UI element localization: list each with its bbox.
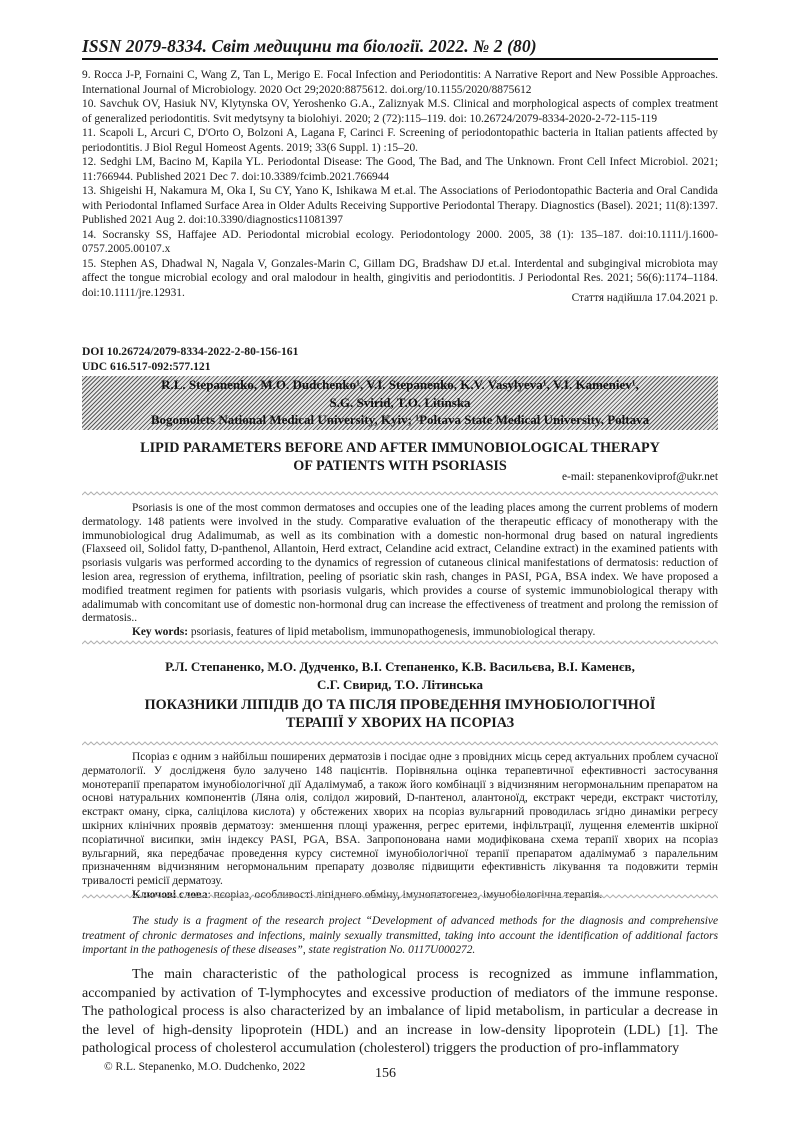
reference-item: 10. Savchuk OV, Hasiuk NV, Klytynska OV, Yeroshenko G.A., Zaliznyak M.S. Clinical and morphological aspects of complex treatment of generalized periodontitis. Svit medytsyny ta biolohiyi. 2020; 2 (72):115–119. doi: 10.26724/2079-8334-2020-2-72-115-119 xyxy=(82,98,718,125)
wavy-divider xyxy=(82,640,718,646)
keywords-en-values: psoriasis, features of lipid metabolism, immunopathogenesis, immunobiological therapy. xyxy=(188,626,596,639)
reference-item: 14. Socransky SS, Haffajee AD. Periodontal microbial ecology. Periodontology 2000. 2005, 38 (1): 135–187. doi:10.1111/j.1600-0757.2005.00107.x xyxy=(82,228,718,255)
authors-ua-line2: С.Г. Свирид, Т.О. Літинська xyxy=(317,677,483,692)
funding-text: The study is a fragment of the research project “Development of advanced methods for the diagnosis and comprehensive treatment of chronic dermatoses and infections, mainly sexually transmitted, taking into account the identification of additional factors important in the pathogenesis of these diseases”, state registration No. 0117U000272. xyxy=(82,915,718,956)
article-title-ua xyxy=(82,697,718,732)
title-ua-line1: ПОКАЗНИКИ ЛІПІДІВ ДО ТА ПІСЛЯ ПРОВЕДЕННЯ ІМУНОБІОЛОГІЧНОЇ xyxy=(144,697,656,713)
contact-email: e-mail: stepanenkoviprof@ukr.net xyxy=(562,471,718,483)
wavy-divider xyxy=(82,741,718,747)
reference-item: 12. Sedghi LM, Bacino M, Kapila YL. Periodontal Disease: The Good, The Bad, and The Unknown. Front Cell Infect Microbiol. 2021; 11:766944. Published 2021 Dec 7. doi:10.3389/fcimb.2021.766944 xyxy=(82,156,718,183)
body-paragraph: The main characteristic of the pathological process is recognized as immune inflammation, accompanied by activation of T-lymphocytes and excessive production of mediators of the immune response. The pathological process is also characterized by an imbalance of lipid metabolism, in particular a decrease in the level of high-density lipoprotein (HDL) and an increase in low-density lipoprotein (LDL) [1]. The pathological process of cholesterol accumulation (cholesterol) triggers the production of pro-inflammatory xyxy=(82,967,718,1056)
article-identifiers xyxy=(82,344,298,374)
body-text xyxy=(82,966,718,1059)
wavy-divider xyxy=(82,491,718,497)
authors-en-line1: R.L. Stepanenko, M.O. Dudchenko¹, V.I. Stepanenko, K.V. Vasylyeva¹, V.I. Kameniev¹, xyxy=(161,377,639,392)
journal-header: ISSN 2079-8334. Світ медицини та біології. 2022. № 2 (80) xyxy=(82,36,718,60)
udc: UDC 616.517-092:577.121 xyxy=(82,360,211,373)
funding-note xyxy=(82,914,718,958)
authors-en-line2: S.G. Svirid, T.O. Litinska xyxy=(329,394,471,410)
abstract-ua xyxy=(82,751,718,903)
wavy-divider xyxy=(82,894,718,900)
keywords-en xyxy=(82,626,718,640)
authors-ua xyxy=(82,658,718,694)
page-number: 156 xyxy=(375,1066,396,1081)
reference-item: 15. Stephen AS, Dhadwal N, Nagala V, Gonzales-Marin C, Gillam DG, Bradshaw DJ et.al. Interdental and subgingival microbiota may affect the tongue microbial ecology and oral malodour in health, gingivitis and periodontitis. J Periodontal Res. 2021; 56(6):1174–1184. doi:10.1111/jre.12931. xyxy=(82,257,718,299)
copyright: © R.L. Stepanenko, M.O. Dudchenko, 2022 xyxy=(104,1061,306,1073)
title-ua-line2: ТЕРАПІЇ У ХВОРИХ НА ПСОРІАЗ xyxy=(285,714,515,731)
article-title-en xyxy=(82,440,718,475)
authors-affiliation-box xyxy=(82,376,718,430)
affiliation-en: Bogomolets National Medical University, Kyiv; ¹Poltava State Medical University, Poltava xyxy=(150,412,650,427)
abstract-en xyxy=(82,502,718,640)
reference-item: 11. Scapoli L, Arcuri C, D'Orto O, Bolzoni A, Lagana F, Carinci F. Screening of periodontopathic bacteria in Italian patients affected by periodontitis. J Biol Regul Homeost Agents. 2019; 33(6 Suppl. 1) :15–20. xyxy=(82,127,718,154)
received-date: Стаття надійшла 17.04.2021 р. xyxy=(571,292,718,304)
reference-list xyxy=(82,68,718,300)
authors-ua-line1: Р.Л. Степаненко, М.О. Дудченко, В.І. Степаненко, К.В. Васильєва, В.І. Каменєв, xyxy=(165,659,635,674)
reference-item: 9. Rocca J-P, Fornaini C, Wang Z, Tan L, Merigo E. Focal Infection and Periodontitis: A Narrative Report and New Possible Approaches. International Journal of Microbiology. 2020 Oct 29;2020:8875612. doi.org/10.1155/2020/8875612 xyxy=(82,69,718,96)
abstract-ua-text: Псоріаз є одним з найбільш поширених дерматозів і посідає одне з провідних місць серед актуальних проблем сучасної дерматології. У дослідженя було залучено 148 пацієнтів. Порівняльна оцінка терапевтичної ефективності застосування монотерапії препаратом імунобіологічної дії Адалімумаб, а також його комбінації з відчизняним негормональним препаратом на основі натуральних компонентів (Ляна олія, солідол жировий, D-пантенол, алантоноїд, екстракт череди, екстракт чистотілу, екстракт оману, сірка, саліцілова кислота) у обстежених хворих на псоріаз вульгарний проводилась згідно динаміки регресу шкірних клінічних проявів дерматозу: зменшення площі ураження, регрес еритеми, інфільтрації, лущення елементів шкірної псоріатичної висипки, змін індексу PASI, PGA, BSA. Запропонована нами модифікована схема терапії хворих на псоріаз вульгарний, яка передбачає проведення курсу системної імунобіологічної терапії препаратом адалімумаб з паралельним призначенням відчизняним негормональним препарату дозволяє підвищити ефективність лікування та подовжити термін тривалості ремісії дерматозу. xyxy=(82,751,718,888)
keywords-en-label: Key words: xyxy=(132,626,188,639)
title-en-line2: OF PATIENTS WITH PSORIASIS xyxy=(293,457,507,474)
title-en-line1: LIPID PARAMETERS BEFORE AND AFTER IMMUNOBIOLOGICAL THERAPY xyxy=(140,440,660,456)
abstract-en-text: Psoriasis is one of the most common dermatoses and occupies one of the leading places among the current problems of modern dermatology. 148 patients were involved in the study. Comparative evaluation of the therapeutic efficacy of monotherapy with the immunobiological drug Adalimumab, as well as its combination with a domestic non-hormonal drug based on natural ingredients (Flaxseed oil, Solidol fatty, D-panthenol, Allantoin, Herd extract, Celandine acid extract, Celandine extract) in the examined patients with psoriasis vulgaris was performed according to the dynamics of regression of cutaneous clinical manifestations of dermatosis: reduction of lesion area, regression of erythema, infiltration, peeling of psoriatic skin rash, changes in PASI, PGA, BSA index. We have proposed a modified treatment regimen for patients with psoriasis vulgaris, which provides a course of systemic immunobiological therapy with adalimumab with concomitant use of domestic non-hormonal drug can increase the effectiveness of treatment and prolong the remission of dermatosis.. xyxy=(82,502,718,625)
doi: DOI 10.26724/2079-8334-2022-2-80-156-161 xyxy=(82,345,299,358)
reference-item: 13. Shigeishi H, Nakamura M, Oka I, Su CY, Yano K, Ishikawa M et.al. The Associations of Periodontopathic Bacteria and Oral Candida with Periodontal Inflamed Surface Area in Older Adults Receiving Supportive Periodontal Therapy. Diagnostics (Basel). 2021; 11(8):1397. Published 2021 Aug 2. doi:10.3390/diagnostics11081397 xyxy=(82,185,718,226)
